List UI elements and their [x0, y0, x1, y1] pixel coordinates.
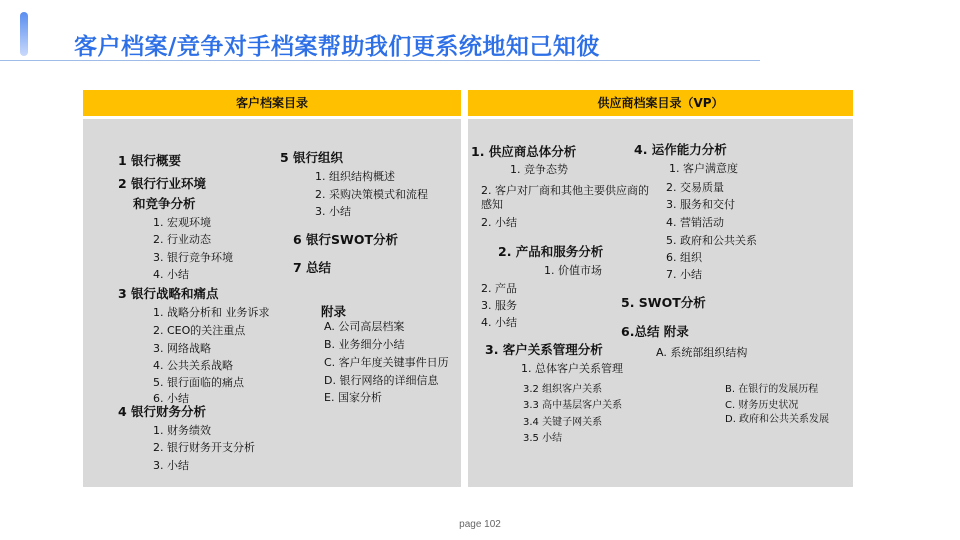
list-item: 3. 服务和交付: [666, 198, 735, 211]
list-item: B. 业务细分小结: [324, 338, 405, 351]
list-item: 2. 交易质量: [666, 181, 724, 194]
list-item: 1. 财务绩效: [153, 424, 211, 437]
list-item: 7. 小结: [666, 268, 702, 281]
section-heading: 5. SWOT分析: [621, 295, 706, 310]
section-heading: 7 总结: [293, 260, 332, 275]
page-number: page 102: [459, 519, 501, 530]
list-item: 2. CEO的关注重点: [153, 324, 246, 337]
list-item: 3. 小结: [153, 459, 189, 472]
list-item: 3.3 高中基层客户关系: [523, 400, 623, 411]
list-item: 2. 小结: [481, 216, 517, 229]
customer-archive-panel: [83, 119, 461, 487]
list-item: 5. 政府和公共关系: [666, 234, 757, 247]
section-heading: 4. 运作能力分析: [634, 142, 727, 157]
list-item: B. 在银行的发展历程: [725, 384, 819, 395]
section-heading: 3 银行战略和痛点: [118, 286, 219, 301]
page-title: 客户档案/竞争对手档案帮助我们更系统地知己知彼: [74, 34, 600, 60]
list-item: 6. 小结: [153, 392, 189, 405]
list-item: 4. 营销活动: [666, 216, 724, 229]
customer-archive-heading: 客户档案目录: [83, 90, 461, 116]
list-item: 4. 小结: [481, 316, 517, 329]
list-item: 3. 小结: [315, 205, 351, 218]
list-item: D. 银行网络的详细信息: [324, 374, 439, 387]
section-heading: 2. 产品和服务分析: [498, 244, 604, 259]
list-item: 2. 产品: [481, 282, 517, 295]
list-item: 1. 竞争态势: [510, 163, 568, 176]
list-item: C. 客户年度关键事件日历: [324, 356, 449, 369]
list-item: 3. 网络战略: [153, 342, 211, 355]
list-item: 3.4 关键子网关系: [523, 417, 603, 428]
list-item: 3.2 组织客户关系: [523, 384, 603, 395]
list-item: 2. 银行财务开支分析: [153, 441, 255, 454]
list-item: 4. 公共关系战略: [153, 359, 233, 372]
section-heading: 附录: [321, 304, 347, 319]
section-heading: 6 银行SWOT分析: [293, 232, 398, 247]
list-item: 2. 行业动态: [153, 233, 211, 246]
list-item: D. 政府和公共关系发展: [725, 414, 830, 425]
section-heading: 5 银行组织: [280, 150, 344, 165]
section-heading: 2 银行行业环境: [118, 176, 207, 191]
list-item: 感知: [481, 198, 503, 211]
section-heading: 1 银行概要: [118, 153, 182, 168]
section-heading: 6.总结 附录: [621, 324, 689, 339]
section-heading: 4 银行财务分析: [118, 404, 207, 419]
list-item: 1. 客户满意度: [669, 162, 738, 175]
section-heading: 和竞争分析: [133, 196, 196, 211]
list-item: 3. 服务: [481, 299, 517, 312]
list-item: 6. 组织: [666, 251, 702, 264]
list-item: A. 公司高层档案: [324, 320, 405, 333]
list-item: 4. 小结: [153, 268, 189, 281]
title-accent-bar: [20, 12, 28, 56]
list-item: 5. 银行面临的痛点: [153, 376, 244, 389]
list-item: C. 财务历史状况: [725, 400, 799, 411]
section-heading: 3. 客户关系管理分析: [485, 342, 603, 357]
list-item: 1. 总体客户关系管理: [521, 362, 623, 375]
list-item: 3.5 小结: [523, 433, 563, 444]
list-item: E. 国家分析: [324, 391, 382, 404]
title-divider: [0, 60, 760, 61]
section-heading: 1. 供应商总体分析: [471, 144, 577, 159]
list-item: 2. 客户对厂商和其他主要供应商的: [481, 184, 649, 197]
list-item: 1. 战略分析和 业务诉求: [153, 306, 270, 319]
list-item: 1. 组织结构概述: [315, 170, 395, 183]
list-item: 2. 采购决策模式和流程: [315, 188, 428, 201]
list-item: 1. 宏观环境: [153, 216, 211, 229]
list-item: 1. 价值市场: [544, 264, 602, 277]
list-item: A. 系统部组织结构: [656, 346, 748, 359]
list-item: 3. 银行竞争环境: [153, 251, 233, 264]
supplier-archive-heading: 供应商档案目录（VP）: [468, 90, 853, 116]
